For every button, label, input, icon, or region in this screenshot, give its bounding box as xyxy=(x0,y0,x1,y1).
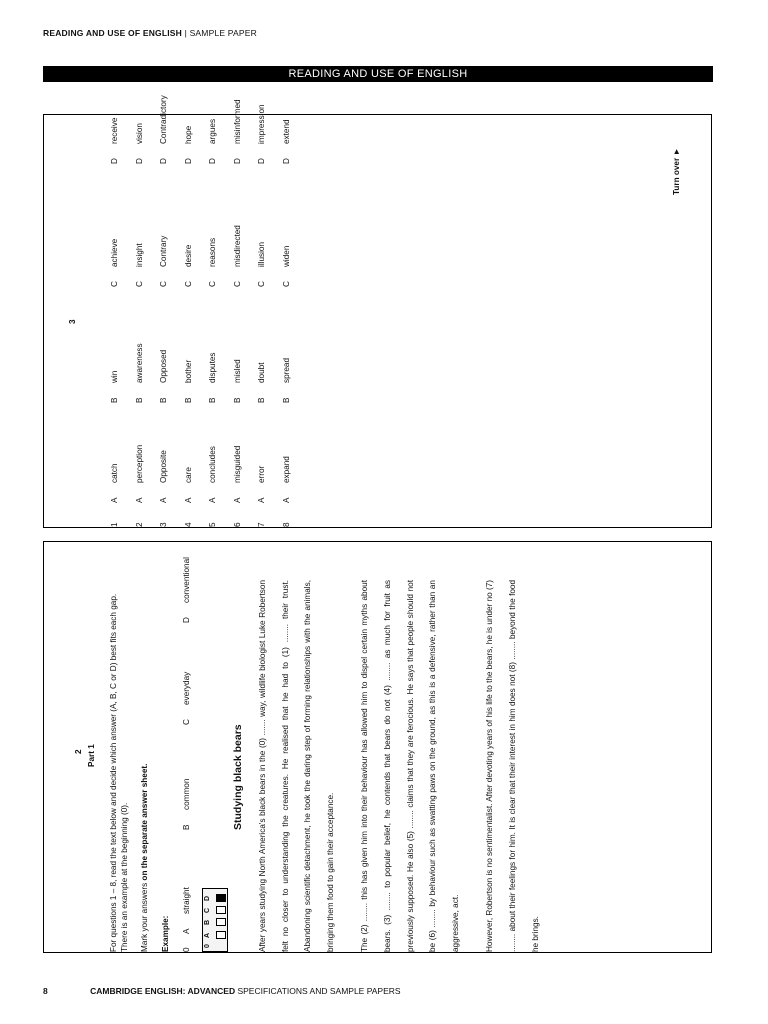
option-d: misinformed xyxy=(232,99,242,144)
grid-box-d-filled xyxy=(216,894,226,902)
option-letter: C xyxy=(183,281,193,287)
option-letter: D xyxy=(208,158,217,164)
option-letter: D xyxy=(281,158,291,164)
option-letter: A xyxy=(281,497,291,503)
option-letter: C xyxy=(281,281,291,287)
option-d: Contradictory xyxy=(159,95,168,144)
option-letter: B xyxy=(110,397,119,403)
option-letter: B xyxy=(208,397,217,403)
page-number-2: 2 xyxy=(74,749,83,754)
instruction-2: There is an example at the beginning (0). xyxy=(120,802,129,952)
option-b: disputes xyxy=(208,352,217,383)
option-a: misguided xyxy=(232,445,242,483)
option-letter: C xyxy=(134,281,144,287)
option-b: Opposed xyxy=(159,349,168,383)
option-c: Contrary xyxy=(159,235,168,267)
option-a: concludes xyxy=(208,446,217,483)
question-number: 1 xyxy=(110,522,119,527)
option-b: doubt xyxy=(257,362,266,383)
running-header: READING AND USE OF ENGLISH | SAMPLE PAPER xyxy=(43,28,257,38)
option-letter: D xyxy=(134,158,144,164)
option-b: awareness xyxy=(134,343,144,383)
paragraph-3: However, Robertson is no sentimentalist. After devoting years of his life to the bears, he is under no (7) ........ about their feelings for him. It is clear that their interest in him does not (8) ........ beyond the food he brings. xyxy=(485,580,540,952)
option-letter: A xyxy=(134,497,144,503)
page-number-3: 3 xyxy=(68,319,77,324)
option-letter: D xyxy=(110,158,119,164)
option-a: error xyxy=(257,465,266,483)
option-letter: C xyxy=(257,281,266,287)
question-number: 8 xyxy=(281,522,291,527)
option-c: illusion xyxy=(257,241,266,267)
option-a: perception xyxy=(134,444,144,483)
option-letter: C xyxy=(208,281,217,287)
example-label: Example: xyxy=(161,915,170,952)
option-a: Opposite xyxy=(159,450,168,483)
option-c: desire xyxy=(183,244,193,267)
option-a: care xyxy=(183,467,193,483)
option-letter: A xyxy=(232,497,242,503)
option-letter: A xyxy=(110,497,119,503)
option-a: catch xyxy=(110,463,119,483)
option-letter: D xyxy=(257,158,266,164)
option-a: expand xyxy=(281,456,291,483)
question-number: 5 xyxy=(208,522,217,527)
mark-instruction: Mark your answers on the separate answer sheet. xyxy=(140,763,149,952)
paragraph-2: The (2) ........ this has given him into their behaviour has allowed him to dispel certain myths about bears. (3) ........ to popular belief, he contends that bears do not (4) ........ as much for fruit as previously supposed. He also (5) ........ claims that they are ferocious. He says that people should not be (6) ........ by behaviour such as swatting paws on the ground, as this is a defensive, rather than an aggressive, act. xyxy=(360,580,460,952)
grid-box-b xyxy=(216,918,226,926)
paragraph-1: After years studying North America's black bears in the (0) ....... way, wildlife biologist Luke Robertson felt no closer to understanding the creatures. He realised that he had to (1) ........ their trust. Abandoning scientific detachment, he took the daring step of forming relationships with the animals, bringing them food to gain their acceptance. xyxy=(258,580,335,952)
question-number: 2 xyxy=(134,522,144,527)
option-d: receive xyxy=(110,117,119,144)
part-label: Part 1 xyxy=(87,744,96,767)
option-letter: B xyxy=(281,397,291,403)
option-b: misled xyxy=(232,359,242,383)
page-3-panel xyxy=(43,95,712,528)
turn-over: Turn over ► xyxy=(672,147,681,195)
option-c: widen xyxy=(281,245,291,267)
option-letter: A xyxy=(257,497,266,503)
option-letter: B xyxy=(257,397,266,403)
text-body xyxy=(252,580,559,952)
option-d: vision xyxy=(134,123,144,144)
option-letter: A xyxy=(208,497,217,503)
question-number: 3 xyxy=(159,522,168,527)
question-number: 7 xyxy=(257,522,266,527)
page-footer: 8 CAMBRIDGE ENGLISH: ADVANCED SPECIFICATIONS AND SAMPLE PAPERS xyxy=(43,986,401,996)
example-answer-grid: 0 A B C D xyxy=(202,888,228,952)
option-c: misdirected xyxy=(232,225,242,267)
page-3-rotated xyxy=(44,95,711,527)
option-d: hope xyxy=(183,125,193,144)
question-number: 4 xyxy=(183,522,193,527)
page-2-panel xyxy=(43,541,712,953)
option-d: impression xyxy=(257,104,266,144)
option-letter: D xyxy=(183,158,193,164)
grid-box-c xyxy=(216,906,226,914)
option-letter: C xyxy=(110,281,119,287)
option-b: spread xyxy=(281,357,291,383)
option-letter: C xyxy=(159,281,168,287)
option-letter: B xyxy=(159,397,168,403)
option-letter: D xyxy=(159,158,168,164)
section-banner: READING AND USE OF ENGLISH xyxy=(43,66,713,82)
option-letter: A xyxy=(183,497,193,503)
option-letter: B xyxy=(134,397,144,403)
option-letter: C xyxy=(232,281,242,287)
instruction-1: For questions 1 – 8, read the text below and decide which answer (A, B, C or D) best fits each gap. xyxy=(109,593,118,952)
option-letter: B xyxy=(232,397,242,403)
option-c: reasons xyxy=(208,237,217,267)
question-number: 6 xyxy=(232,522,242,527)
option-letter: D xyxy=(232,158,242,164)
option-letter: A xyxy=(159,497,168,503)
option-b: bother xyxy=(183,359,193,383)
option-b: win xyxy=(110,370,119,383)
option-d: extend xyxy=(281,119,291,144)
grid-box-a xyxy=(216,931,226,939)
text-title: Studying black bears xyxy=(232,724,244,830)
page-2-rotated: 2 Part 1 For questions 1 – 8, read the text below and decide which answer (A, B, C or D) best fits each gap. There is an example at the beginning (0). Mark your answers on the separate answer sheet. Example: 0 A straight B common C everyday D conventional 0 A B C D Studying black bears After years studying North America's black bears in the (0) ....... way, wildlife biologist Luke Robertson felt no closer to understanding the creatures. He realised that he had to (1) ........ their trust. Abandoning scientific detachment, he took the daring step of forming relationships with the animals, bringing them food to gain their acceptance. The (2) ........ this has given him into their behaviour has allowed him to dispel certain myths about bears. (3) ........ to popular belief, he contends that bears do not (4) ........ as much for fruit as previously supposed. He also (5) ........ claims that they are ferocious. He says that people should not be (6) ........ by behaviour such as swatting paws on the ground, as this is a defensive, rather than an aggressive, act. However, Robertson is no sentimentalist. After devoting years of his life to the bears, he is under no (7) ........ about their feelings for him. It is clear that their interest in him does not (8) ........ beyond the food he brings. xyxy=(44,542,711,952)
option-c: insight xyxy=(134,243,144,267)
option-d: argues xyxy=(208,118,217,144)
option-c: achieve xyxy=(110,238,119,267)
option-letter: B xyxy=(183,397,193,403)
